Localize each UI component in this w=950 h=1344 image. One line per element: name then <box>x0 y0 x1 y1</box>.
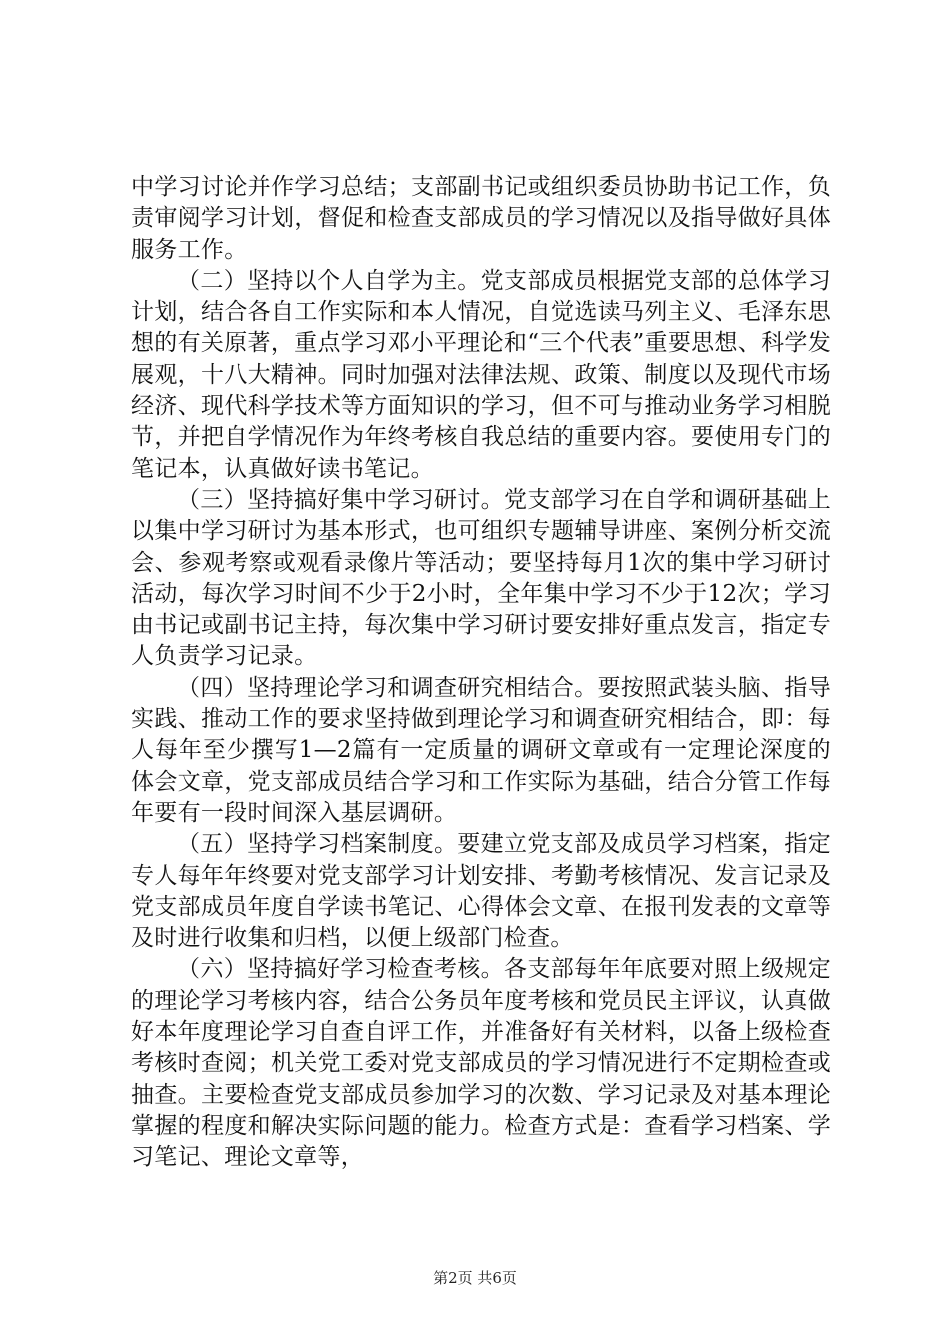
paragraph-continued: 中学习讨论并作学习总结；支部副书记或组织委员协助书记工作，负责审阅学习计划，督促和检查支部成员的学习情况以及指导做好具体服务工作。 <box>131 174 831 263</box>
paragraph-group-study: （三）坚持搞好集中学习研讨。党支部学习在自学和调研基础上以集中学习研讨为基本形式，也可组织专题辅导讲座、案例分析交流会、参观考察或观看录像片等活动；要坚持每月1次的集中学习研讨活动，每次学习时间不少于2小时，全年集中学习不少于12次；学习由书记或副书记主持，每次集中学习研讨要安排好重点发言，指定专人负责学习记录。 <box>131 486 831 670</box>
document-body <box>131 172 831 1174</box>
paragraph-self-study: （二）坚持以个人自学为主。党支部成员根据党支部的总体学习计划，结合各自工作实际和本人情况，自觉选读马列主义、毛泽东思想的有关原著，重点学习邓小平理论和“三个代表”重要思想、科学发展观，十八大精神。同时加强对法律法规、政策、制度以及现代市场经济、现代科学技术等方面知识的学习，但不可与推动业务学习相脱节，并把自学情况作为年终考核自我总结的重要内容。要使用专门的笔记本，认真做好读书笔记。 <box>131 267 831 482</box>
paragraph-study-inspection: （六）坚持搞好学习检查考核。各支部每年年底要对照上级规定的理论学习考核内容，结合公务员年度考核和党员民主评议，认真做好本年度理论学习自查自评工作，并准备好有关材料，以备上级检查考核时查阅；机关党工委对党支部成员的学习情况进行不定期检查或抽查。主要检查党支部成员参加学习的次数、学习记录及对基本理论掌握的程度和解决实际问题的能力。检查方式是：查看学习档案、学习笔记、理论文章等， <box>131 956 831 1171</box>
paragraph-theory-research: （四）坚持理论学习和调查研究相结合。要按照武装头脑、指导实践、推动工作的要求坚持做到理论学习和调查研究相结合，即：每人每年至少撰写1—2篇有一定质量的调研文章或有一定理论深度的体会文章，党支部成员结合学习和工作实际为基础，结合分管工作每年要有一段时间深入基层调研。 <box>131 674 831 826</box>
page-number-footer: 第2页 共6页 <box>433 1269 517 1287</box>
paragraph-study-archive: （五）坚持学习档案制度。要建立党支部及成员学习档案，指定专人每年年终要对党支部学习计划安排、考勤考核情况、发言记录及党支部成员年度自学读书笔记、心得体会文章、在报刊发表的文章等及时进行收集和归档，以便上级部门检查。 <box>131 831 831 952</box>
